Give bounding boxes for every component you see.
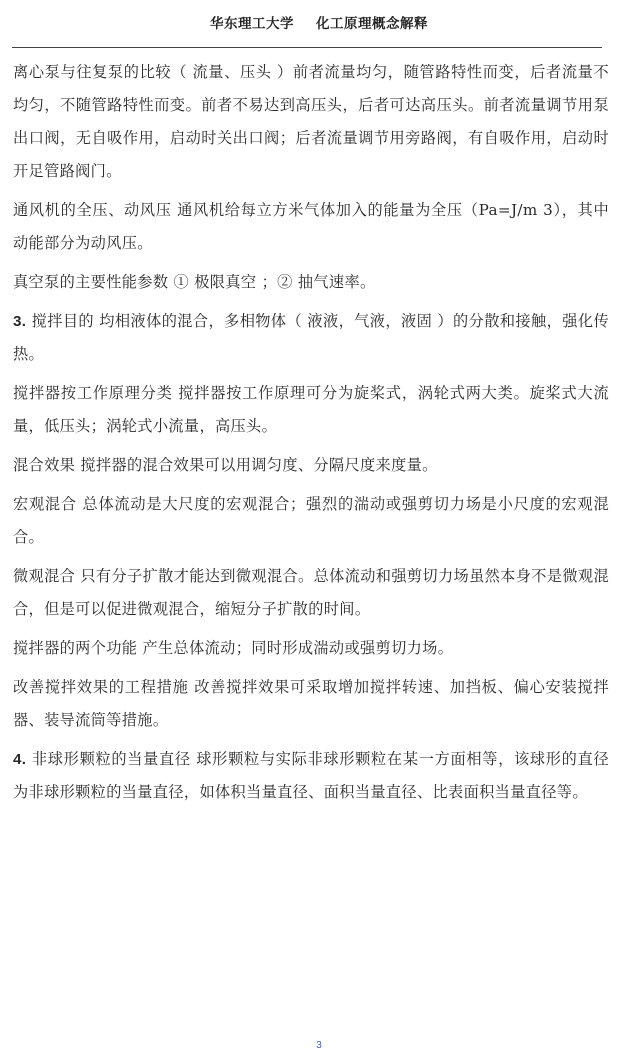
section-number: 4. xyxy=(13,751,27,768)
header-university: 华东理工大学 xyxy=(210,16,294,32)
paragraph-text: 搅拌器的两个功能 产生总体流动；同时形成湍动或强剪切力场。 xyxy=(13,639,454,657)
document-body xyxy=(13,56,609,809)
paragraph-pump-comparison xyxy=(13,56,609,188)
header-course-title: 化工原理概念解释 xyxy=(316,16,428,32)
page-number: 3 xyxy=(316,1040,322,1051)
paragraph-text: 通风机的全压、动风压 通风机给每立方米气体加入的能量为全压（Pa=J/m 3），其中动能部分为动风压。 xyxy=(13,201,609,252)
paragraph-agitator-types xyxy=(13,377,609,443)
paragraph-equivalent-diameter xyxy=(13,743,609,809)
paragraph-macro-mixing xyxy=(13,488,609,554)
section-number: 3. xyxy=(13,313,27,330)
paragraph-text: 离心泵与往复泵的比较（ 流量、压头 ）前者流量均匀，随管路特性而变，后者流量不均匀，不随管路特性而变。前者不易达到高压头，后者可达高压头。前者流量调节用泵出口阀，无自吸作用，启动时关出口阀；后者流量调节用旁路阀，有自吸作用，启动时开足管路阀门。 xyxy=(13,63,609,180)
paragraph-fan-pressure xyxy=(13,194,609,260)
paragraph-engineering-measures xyxy=(13,671,609,737)
paragraph-micro-mixing xyxy=(13,560,609,626)
paragraph-text: 搅拌器按工作原理分类 搅拌器按工作原理可分为旋桨式，涡轮式两大类。旋桨式大流量，低压头；涡轮式小流量，高压头。 xyxy=(13,384,609,435)
paragraph-text: 非球形颗粒的当量直径 球形颗粒与实际非球形颗粒在某一方面相等，该球形的直径为非球形颗粒的当量直径，如体积当量直径、面积当量直径、比表面积当量直径等。 xyxy=(13,750,609,801)
paragraph-text: 搅拌目的 均相液体的混合，多相物体（ 液液，气液，液固 ）的分散和接触，强化传热。 xyxy=(13,312,609,363)
paragraph-mixing-effect xyxy=(13,449,609,482)
paragraph-text: 微观混合 只有分子扩散才能达到微观混合。总体流动和强剪切力场虽然本身不是微观混合，但是可以促进微观混合，缩短分子扩散的时间。 xyxy=(13,567,609,618)
page-header xyxy=(0,12,638,32)
paragraph-text: 混合效果 搅拌器的混合效果可以用调匀度、分隔尺度来度量。 xyxy=(13,456,438,474)
paragraph-agitator-functions xyxy=(13,632,609,665)
paragraph-text: 宏观混合 总体流动是大尺度的宏观混合；强烈的湍动或强剪切力场是小尺度的宏观混合。 xyxy=(13,495,609,546)
paragraph-vacuum-pump xyxy=(13,266,609,299)
paragraph-stirring-purpose xyxy=(13,305,609,371)
paragraph-text: 真空泵的主要性能参数 ① 极限真空 ；② 抽气速率。 xyxy=(13,273,376,291)
paragraph-text: 改善搅拌效果的工程措施 改善搅拌效果可采取增加搅拌转速、加挡板、偏心安装搅拌器、装导流筒等措施。 xyxy=(13,678,609,729)
header-rule xyxy=(12,47,602,48)
